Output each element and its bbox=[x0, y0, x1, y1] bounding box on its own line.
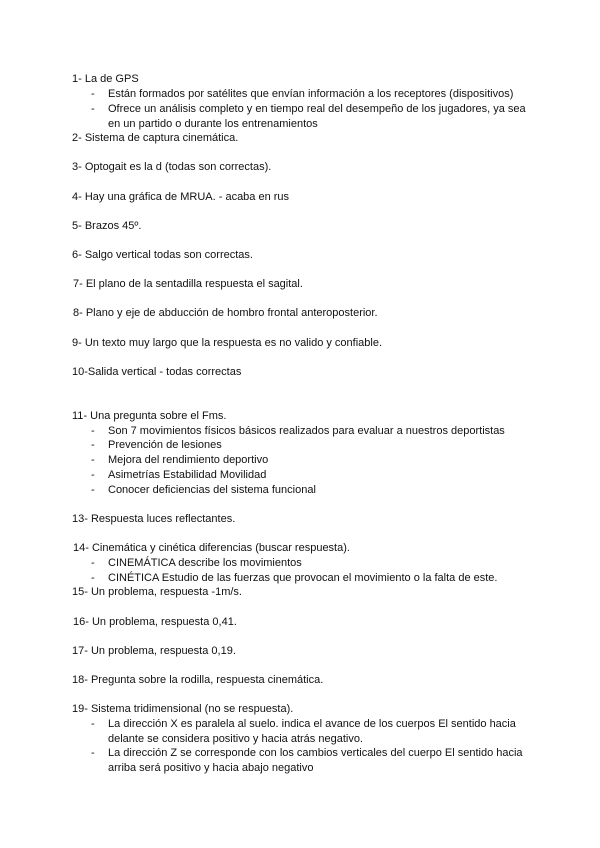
bullet-dash: - bbox=[91, 425, 95, 437]
bullet-dash: - bbox=[91, 103, 95, 115]
question-9: 9- Un texto muy largo que la respuesta es no valido y confiable. bbox=[72, 337, 383, 349]
question-10: 10-Salida vertical - todas correctas bbox=[72, 366, 242, 378]
question-11-bullet-1: Son 7 movimientos físicos básicos realizados para evaluar a nuestros deportistas bbox=[108, 425, 505, 437]
question-18: 18- Pregunta sobre la rodilla, respuesta cinemática. bbox=[72, 674, 324, 686]
question-11-bullet-3: Mejora del rendimiento deportivo bbox=[108, 454, 269, 466]
question-1-bullet-1: Están formados por satélites que envían información a los receptores (dispositivos) bbox=[108, 88, 514, 100]
question-17: 17- Un problema, respuesta 0,19. bbox=[72, 645, 236, 657]
question-1: 1- La de GPS bbox=[72, 73, 139, 85]
question-14-bullet-2: CINÉTICA Estudio de las fuerzas que provocan el movimiento o la falta de este. bbox=[108, 572, 498, 584]
bullet-dash: - bbox=[91, 439, 95, 451]
bullet-dash: - bbox=[91, 484, 95, 496]
question-11-bullet-2: Prevención de lesiones bbox=[108, 439, 222, 451]
question-11-bullet-4: Asimetrías Estabilidad Movilidad bbox=[108, 469, 267, 481]
question-14: 14- Cinemática y cinética diferencias (buscar respuesta). bbox=[73, 542, 350, 554]
bullet-dash: - bbox=[91, 454, 95, 466]
question-15: 15- Un problema, respuesta -1m/s. bbox=[72, 586, 242, 598]
bullet-dash: - bbox=[91, 572, 95, 584]
question-19-bullet-1: La dirección X es paralela al suelo. indica el avance de los cuerpos El sentido hacia delante se considera positivo y hacia atrás negativo. bbox=[108, 718, 516, 745]
question-13: 13- Respuesta luces reflectantes. bbox=[72, 513, 236, 525]
question-2: 2- Sistema de captura cinemática. bbox=[72, 132, 239, 144]
question-3: 3- Optogait es la d (todas son correctas). bbox=[72, 161, 272, 173]
question-14-bullet-1: CINEMÁTICA describe los movimientos bbox=[108, 557, 302, 569]
question-4: 4- Hay una gráfica de MRUA. - acaba en rus bbox=[72, 191, 290, 203]
question-5: 5- Brazos 45º. bbox=[72, 220, 142, 232]
bullet-dash: - bbox=[91, 718, 95, 730]
question-19: 19- Sistema tridimensional (no se respuesta). bbox=[72, 703, 294, 715]
bullet-dash: - bbox=[91, 88, 95, 100]
question-19-bullet-2: La dirección Z se corresponde con los cambios verticales del cuerpo El sentido hacia arriba será positivo y hacia abajo negativo bbox=[108, 747, 523, 774]
question-1-bullet-2: Ofrece un análisis completo y en tiempo real del desempeño de los jugadores, ya sea en un partido o durante los entrenamientos bbox=[108, 103, 526, 130]
bullet-dash: - bbox=[91, 469, 95, 481]
question-7: 7- El plano de la sentadilla respuesta el sagital. bbox=[73, 278, 303, 290]
question-6: 6- Salgo vertical todas son correctas. bbox=[72, 249, 253, 261]
bullet-dash: - bbox=[91, 557, 95, 569]
question-16: 16- Un problema, respuesta 0,41. bbox=[73, 616, 237, 628]
question-11: 11- Una pregunta sobre el Fms. bbox=[72, 410, 227, 422]
question-8: 8- Plano y eje de abducción de hombro frontal anteroposterior. bbox=[73, 307, 378, 319]
bullet-dash: - bbox=[91, 747, 95, 759]
question-11-bullet-5: Conocer deficiencias del sistema funcional bbox=[108, 484, 316, 496]
